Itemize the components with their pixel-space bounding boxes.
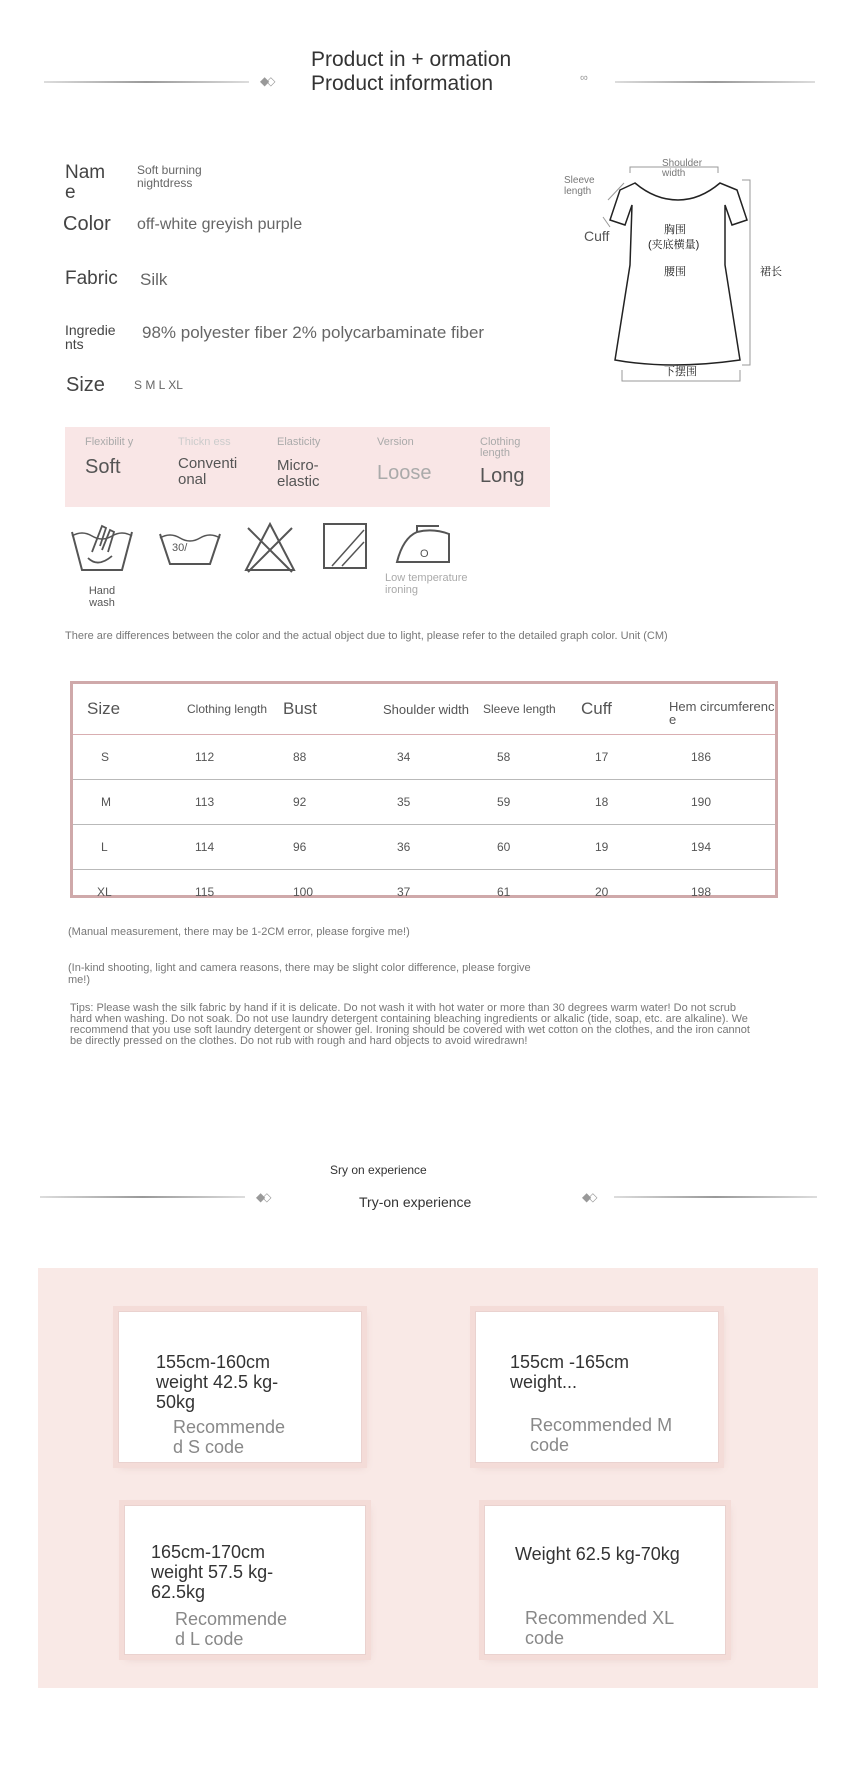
cell: M [73,780,187,825]
no-bleach-icon [244,522,296,574]
attribute-elasticity [277,437,347,490]
cell: 61 [497,885,511,899]
attribute-title: Thickn ess [178,436,231,448]
table-header-row [73,684,775,735]
size-label: Size [66,374,105,396]
diagram-bust-label: 胸围 [664,224,686,236]
diagram-waist-label: 腰围 [664,266,686,278]
table-row [73,780,775,825]
cell: 194 [669,825,775,870]
infinity-ornament: ∞ [580,72,588,84]
tryon-card-height: Weight 62.5 kg-70kg [515,1544,680,1564]
cell: 96 [283,825,383,870]
tryon-card-recommend: Recommende d S code [173,1417,286,1457]
diagram-hem-label: 下摆围 [664,366,697,378]
care-low-temp-iron [385,522,485,596]
tryon-card-height: 155cm -165cm weight... [510,1352,630,1392]
table-row [73,870,775,915]
header-title-1: Product in + ormation [311,48,512,71]
care-tips: Tips: Please wash the silk fabric by hand if it is delicate. Do not wash it with hot water or more than 30 degrees warm water! Do not scrub hard when washing. Do not soak. Do not use laundry detergent containing bleaching ingredients or alkalic (tide, soap, etc. are alkaline). We recommend that you use soft laundry detergent or shower gel. Ironing should be covered with wet cotton on the clothes, and the iron cannot be directly pressed on the clothes. Do not rub with rough and hard objects to avoid wiredrawn! [70,1002,750,1047]
attribute-flexibility [85,437,145,478]
color-label: Color [63,213,111,235]
cell: 100 [293,885,314,899]
cell: 19 [581,825,669,870]
diagram-cuff-label: Cuff [584,228,610,244]
tryon-rule-right [614,1196,817,1198]
tryon-card-s [118,1311,362,1463]
hand-wash-label: Hand wash [88,585,116,609]
cell: L [73,825,187,870]
cell: 88 [283,735,383,780]
name-label: Nam e [65,162,106,203]
diagram-bust-note: (夹底横量) [648,239,700,251]
diagram-shoulder-label: Shoulder width [662,158,703,179]
col-hem: Hem circumferenc e [669,684,775,735]
tryon-card-l [124,1505,366,1655]
header-rule-left [44,81,249,83]
cell: 190 [669,780,775,825]
wash-temp-label: 30/ [172,542,188,554]
cell: 17 [581,735,669,780]
iron-icon [393,522,453,568]
care-dry-flat [322,522,368,575]
diamond-ornament-left: ◆◇ [260,74,273,88]
col-size: Size [73,684,187,735]
size-chart-table [70,681,778,898]
diagram-sleeve-label: Sleeve length [564,175,595,197]
cell: S [73,735,187,780]
cell: 34 [383,735,483,780]
col-cuff: Cuff [581,684,669,735]
table-row [73,825,775,870]
tryon-rule-left [40,1196,245,1198]
color-difference-note: There are differences between the color and the actual object due to light, please refer to the detailed graph color. Unit (CM) [65,630,668,642]
iron-dot-label: O [420,548,429,560]
attribute-clothing-length [480,437,545,487]
header-title-2: Product information [311,72,494,95]
tryon-card-xl [484,1505,726,1655]
measurement-note: (Manual measurement, there may be 1-2CM error, please forgive me!) [68,926,410,938]
care-hand-wash [68,522,136,609]
tryon-card-recommend: Recommende d L code [175,1609,288,1649]
tryon-card-recommend: Recommended M code [530,1415,673,1455]
care-no-bleach [244,522,296,579]
col-shoulder-width: Shoulder width [383,684,483,735]
col-clothing-length: Clothing length [187,684,283,735]
cell: XL [97,885,112,899]
low-temp-ironing-label: Low temperature ironing [385,572,468,596]
diagram-length-label: 裙长 [760,266,782,278]
tryon-section [38,1268,818,1688]
cell: 59 [483,780,581,825]
attribute-value: Conventi onal [178,455,238,488]
table-row [73,735,775,780]
ingredients-label: Ingredie nts [65,322,116,352]
header-rule-right [615,81,815,83]
cell: 186 [669,735,775,780]
tryon-card-recommend: Recommended XL code [525,1608,674,1648]
tryon-card-m [475,1311,719,1463]
cell: 92 [283,780,383,825]
attribute-value: Soft [85,456,121,478]
tryon-card-height: 165cm-170cm weight 57.5 kg- 62.5kg [151,1542,274,1602]
attribute-title: Elasticity [277,436,321,448]
cell: 112 [187,735,283,780]
fabric-label: Fabric [65,268,118,289]
name-value: Soft burning nightdress [137,163,202,190]
attribute-title: Clothing length [480,436,521,459]
tryon-diamond-left: ◆◇ [256,1190,269,1204]
cell: 37 [397,885,411,899]
cell: 36 [383,825,483,870]
cell: 18 [581,780,669,825]
attribute-title: Flexibilit y [85,436,134,448]
cell: 198 [691,885,712,899]
dry-flat-icon [322,522,368,570]
hand-wash-icon [68,522,136,574]
tryon-diamond-right: ◆◇ [582,1190,595,1204]
cell: 20 [595,885,609,899]
attribute-value: Micro- elastic [277,457,320,490]
attribute-title: Version [377,436,414,448]
cell: 115 [195,885,215,899]
attribute-value: Long [480,465,525,487]
wash-30-icon [158,522,222,568]
cell: 114 [187,825,283,870]
color-value: off-white greyish purple [137,216,303,233]
size-value: S M L XL [134,378,183,392]
col-bust: Bust [283,684,383,735]
fabric-value: Silk [140,270,168,289]
attribute-thickness [178,437,238,488]
ingredients-value: 98% polyester fiber 2% polycarbaminate fiber [142,323,485,342]
dress-measurement-diagram [560,155,790,385]
care-wash-30 [158,522,222,573]
cell: 35 [383,780,483,825]
shooting-note: (In-kind shooting, light and camera reasons, there may be slight color difference, please forgive me!) [68,962,531,986]
cell: 113 [187,780,283,825]
cell: 60 [483,825,581,870]
tryon-header-small: Sry on experience [330,1163,427,1177]
tryon-card-height: 155cm-160cm weight 42.5 kg- 50kg [156,1352,279,1412]
col-sleeve-length: Sleeve length [483,684,581,735]
attribute-version [377,437,447,484]
attributes-panel [65,427,550,507]
attribute-value: Loose [377,462,432,484]
cell: 58 [483,735,581,780]
tryon-header-title: Try-on experience [359,1194,472,1210]
